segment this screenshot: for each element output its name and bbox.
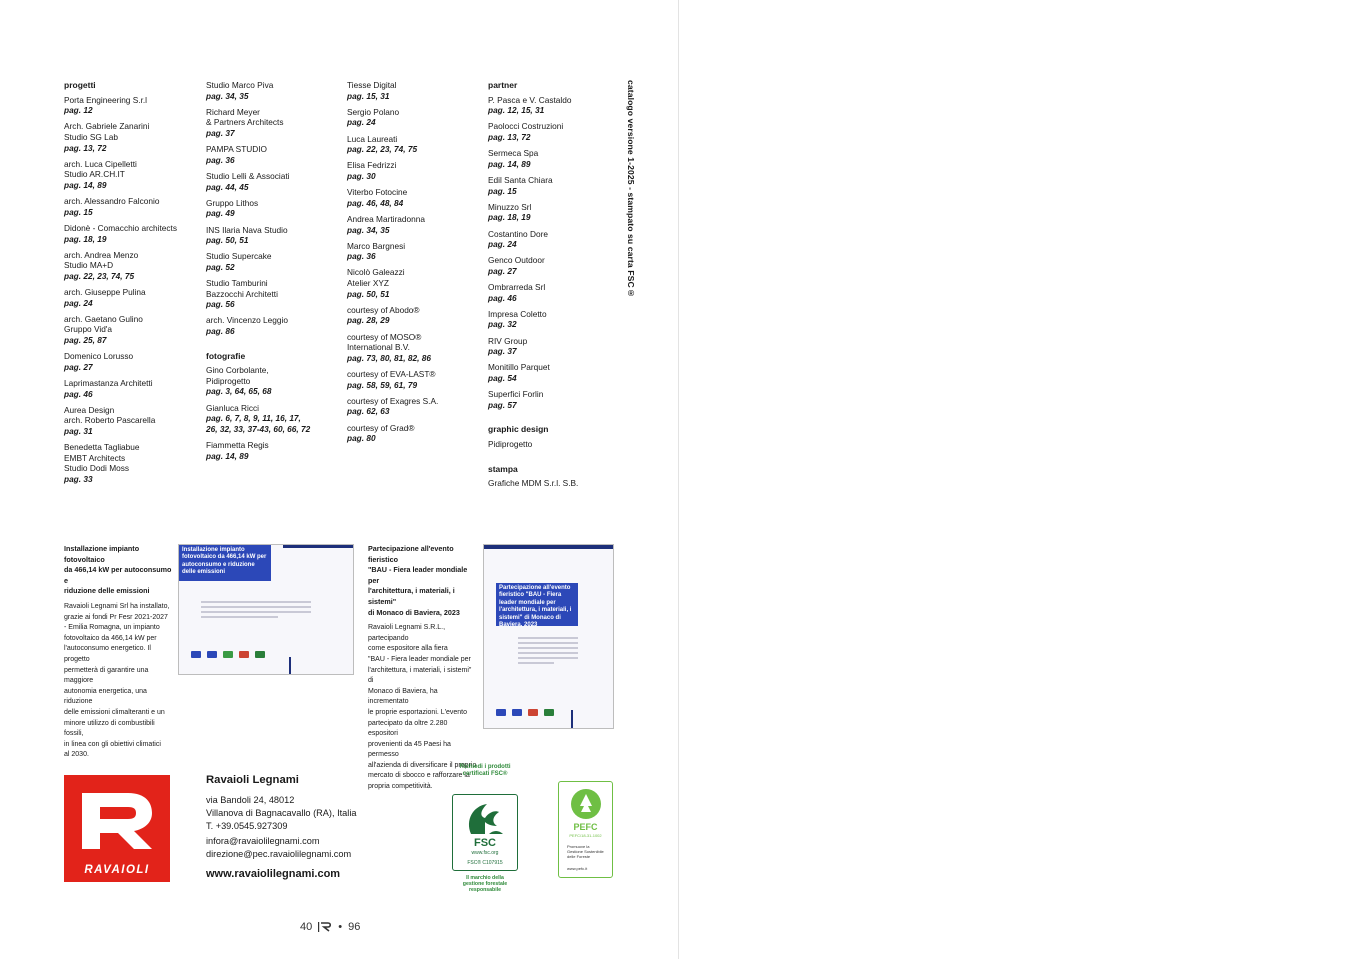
credit-entry [488, 309, 623, 330]
company-pec-email[interactable]: direzione@pec.ravaiolilegnami.com [206, 849, 352, 860]
credit-name: Arch. Gabriele Zanarini Studio SG Lab [64, 121, 150, 142]
credit-name: Gianluca Ricci [206, 402, 260, 413]
print-credit [488, 478, 623, 489]
credit-entry [347, 160, 482, 181]
section-title-partner: partner [488, 80, 518, 90]
credit-name: Paolocci Costruzioni [488, 121, 564, 132]
italy-emblem-icon [223, 651, 233, 658]
thumbnail-text-lines [201, 601, 311, 621]
credit-name: Gino Corbolante, Pidiprogetto [206, 365, 269, 386]
credit-pages: pag. 34, 35 [347, 224, 390, 235]
thumbnail-stripe [571, 710, 573, 728]
credit-pages: pag. 24 [347, 117, 376, 128]
credit-pages: pag. 56 [206, 299, 235, 310]
right-page-blank [679, 0, 1356, 959]
credit-entry [488, 362, 623, 383]
credit-pages: pag. 22, 23, 74, 75 [347, 144, 418, 155]
credit-name: Didonè - Comacchio architects [64, 222, 177, 233]
credit-name: Benedetta Tagliabue EMBT Architects Studio Dodi Moss [64, 442, 140, 474]
credit-pages: pag. 28, 29 [347, 315, 390, 326]
credit-pages: pag. 14, 89 [488, 158, 531, 169]
credit-pages: pag. 50, 51 [347, 288, 390, 299]
thumbnail-stripe [283, 545, 353, 548]
fsc-tagline: Il marchio della gestione forestale responsabile [462, 875, 508, 894]
credit-entry [64, 378, 199, 399]
credit-entry [206, 144, 341, 165]
credit-entry [206, 315, 341, 336]
ravaioli-small-r-icon [318, 922, 332, 932]
news-title: Installazione impianto fotovoltaico da 466,14 kW per autoconsumo e riduzione delle emissioni [64, 544, 172, 596]
credit-entry [347, 134, 482, 155]
credit-name: Ombrarreda Srl [488, 282, 546, 293]
credit-pages: pag. 86 [206, 326, 235, 337]
credit-name: courtesy of MOSO® International B.V. [347, 331, 422, 353]
credit-pages: pag. 33 [64, 473, 93, 484]
thumbnail-stripe [484, 545, 614, 549]
credit-entry [347, 369, 482, 390]
credit-pages: pag. 62, 63 [347, 406, 390, 417]
credit-entry [64, 287, 199, 308]
print-value: Grafiche MDM S.r.l. S.B. [488, 478, 579, 489]
credits-column-partners [488, 80, 623, 494]
credit-name: PAMPA STUDIO [206, 144, 268, 155]
credit-entry [206, 403, 341, 435]
credit-entry [488, 148, 623, 169]
credit-pages: pag. 54 [488, 373, 517, 383]
credit-name: Genco Outdoor [488, 255, 545, 266]
credit-entry [347, 187, 482, 208]
news-bau-fair [368, 544, 478, 793]
credit-entry [206, 225, 341, 246]
graphic-design-value: Pidiprogetto [488, 438, 533, 449]
credit-name: Studio Lelli & Associati [206, 170, 290, 181]
credit-pages: pag. 58, 59, 61, 79 [347, 379, 418, 390]
credit-name: Marco Bargnesi [347, 240, 406, 251]
credit-pages: pag. 46 [64, 388, 93, 399]
section-title-photos: fotografie [206, 350, 246, 361]
company-email[interactable]: infora@ravaiolilegnami.com [206, 836, 320, 847]
credit-entry [347, 241, 482, 262]
fsc-certification-badge [452, 794, 518, 871]
credit-name: arch. Vincenzo Leggio [206, 315, 288, 326]
credit-entry [347, 423, 482, 444]
credit-pages: pag. 32 [488, 319, 517, 330]
region-logo-icon [544, 709, 554, 716]
credit-name: Impresa Coletto [488, 308, 547, 319]
credit-entry [64, 442, 199, 484]
credit-entry [64, 405, 199, 437]
credit-name: Domenico Lorusso [64, 351, 134, 362]
credit-entry [347, 214, 482, 235]
credit-name: INS Ilaria Nava Studio [206, 224, 288, 235]
page-number-left: 40 [300, 921, 313, 933]
credit-name: Superfici Forlin [488, 389, 544, 400]
credit-entry [64, 351, 199, 372]
credit-name: Aurea Design arch. Roberto Pascarella [64, 404, 156, 426]
credit-pages: pag. 57 [488, 399, 517, 410]
credit-pages: pag. 15 [488, 185, 517, 196]
credit-pages: pag. 49 [206, 208, 235, 219]
credit-pages: pag. 36 [347, 251, 376, 262]
credit-name: arch. Alessandro Falconio [64, 196, 160, 207]
credit-name: Sermeca Spa [488, 148, 539, 159]
company-info [206, 774, 406, 880]
thumbnail-logos [191, 651, 265, 658]
news-thumbnail-bau-fair [483, 544, 614, 729]
credit-name: arch. Gaetano Gulino Gruppo Vid'a [64, 313, 143, 335]
credit-pages: pag. 30 [347, 170, 376, 181]
credit-name: Luca Laureati [347, 133, 398, 144]
credit-pages: pag. 44, 45 [206, 181, 249, 192]
region-emblem-icon [528, 709, 538, 716]
credit-name: Elisa Fedrizzi [347, 160, 397, 171]
pefc-code: PEFC/18-31-1002 [569, 833, 602, 838]
credit-name: Fiammetta Regis [206, 439, 269, 450]
region-logo-icon [255, 651, 265, 658]
credit-entry [488, 175, 623, 196]
credit-pages: pag. 36 [206, 154, 235, 165]
credit-pages: pag. 12 [64, 105, 93, 116]
credit-pages: pag. 46 [488, 292, 517, 303]
credit-entry [206, 440, 341, 461]
credit-name: courtesy of Exagres S.A. [347, 395, 439, 406]
credit-entry [347, 80, 482, 101]
thumbnail-logos [496, 709, 554, 716]
credit-pages: pag. 37 [206, 127, 235, 138]
credit-pages: pag. 18, 19 [488, 212, 531, 223]
partners-list [488, 95, 623, 411]
pefc-certification-badge [558, 781, 613, 878]
credit-entry [64, 196, 199, 217]
fsc-tree-icon [463, 800, 507, 838]
credit-pages: pag. 25, 87 [64, 335, 107, 346]
credits-column-projects [64, 80, 199, 490]
credit-pages: pag. 12, 15, 31 [488, 105, 545, 116]
credit-entry [347, 396, 482, 417]
news-title: Partecipazione all'evento fieristico "BAU - Fiera leader mondiale per l'architettura, i materiali, i sistemi" di Monaco di Baviera, 2023 [368, 544, 468, 617]
credit-entry [64, 314, 199, 346]
credit-name: Edil Santa Chiara [488, 174, 553, 185]
credit-pages: pag. 27 [488, 265, 517, 276]
credit-name: courtesy of EVA-LAST® [347, 369, 436, 379]
region-emblem-icon [239, 651, 249, 658]
credit-name: Studio Supercake [206, 251, 272, 262]
credit-entry [64, 121, 199, 153]
credit-pages: pag. 34, 35 [206, 90, 249, 101]
credit-entry [206, 107, 341, 139]
credit-name: courtesy of Abodo® [347, 304, 420, 315]
credit-entry [488, 389, 623, 410]
credit-entry [206, 171, 341, 192]
credit-entry [64, 250, 199, 282]
credit-entry [488, 336, 623, 357]
credit-entry [347, 107, 482, 128]
credit-entry [488, 95, 623, 116]
credit-entry [488, 202, 623, 223]
credit-pages: pag. 27 [64, 361, 93, 372]
credit-pages: pag. 15, 31 [347, 90, 390, 101]
credit-name: Andrea Martiradonna [347, 213, 425, 224]
credit-pages: pag. 80 [347, 433, 376, 444]
credit-name: arch. Andrea Menzo Studio MA+D [64, 249, 139, 271]
credit-name: Nicolò Galeazzi Atelier XYZ [347, 267, 405, 289]
pefc-wordmark: PEFC [573, 822, 598, 832]
credit-entry [206, 198, 341, 219]
credit-entry [206, 278, 341, 310]
credit-pages: pag. 13, 72 [64, 142, 107, 153]
credit-entry [488, 229, 623, 250]
fsc-caption: Richiedi i prodotti certificati FSC® [459, 764, 511, 778]
ravaioli-logo [64, 775, 170, 882]
credit-name: Viterbo Fotocine [347, 187, 408, 198]
credit-name: Sergio Polano [347, 106, 400, 117]
credit-entry [488, 282, 623, 303]
graphic-design-credit [488, 439, 623, 450]
credit-entry [64, 95, 199, 116]
credit-name: Laprimastanza Architetti [64, 378, 153, 388]
company-website-link[interactable]: www.ravaiolilegnami.com [206, 867, 341, 880]
eu-flag-icon [207, 651, 217, 658]
credit-name: Richard Meyer & Partners Architects [206, 106, 284, 128]
credit-pages: pag. 15 [64, 206, 93, 217]
credit-name: Porta Engineering S.r.l [64, 94, 148, 105]
credit-entry [206, 365, 341, 397]
credit-entry [347, 267, 482, 299]
credit-pages: pag. 24 [64, 297, 93, 308]
credit-pages: pag. 14, 89 [64, 179, 107, 190]
page-number-right: 96 [348, 921, 361, 933]
credit-entry [206, 251, 341, 272]
news-photovoltaic [64, 544, 174, 761]
credits-column-photos [347, 80, 482, 449]
fsc-url: www.fsc.org [471, 850, 499, 856]
company-phone: T. +39.0545.927309 [206, 820, 288, 831]
credit-pages: pag. 22, 23, 74, 75 [64, 270, 135, 281]
eu-flag-icon [191, 651, 201, 658]
credit-pages: pag. 73, 80, 81, 82, 86 [347, 352, 431, 363]
eu-flag-icon [496, 709, 506, 716]
credit-pages: pag. 52 [206, 261, 235, 272]
page-footer [300, 921, 360, 933]
credit-entry [64, 159, 199, 191]
page-separator: • [338, 921, 343, 933]
credit-name: Gruppo Lithos [206, 197, 259, 208]
credit-name: Tiesse Digital [347, 80, 397, 90]
credit-entry [347, 305, 482, 326]
company-address-city: Villanova di Bagnacavallo (RA), Italia [206, 807, 357, 818]
pefc-url: www.pefc.it [567, 866, 588, 871]
credit-entry [488, 121, 623, 142]
section-title-graphic-design: graphic design [488, 424, 549, 435]
pefc-description: Promuove la Gestione Sostenibile delle Foreste [567, 844, 604, 859]
credit-pages: pag. 3, 64, 65, 68 [206, 386, 272, 397]
credit-entry [64, 223, 199, 244]
credit-name: arch. Luca Cipelletti Studio AR.CH.IT [64, 158, 137, 180]
news-body: Ravaioli Legnami Srl ha installato, grazie ai fondi Pr Fesr 2021-2027 - Emilia Romagna, un impianto fotovoltaico da 466,14 kW per l'autoconsumo energetico. Il progetto permetterà di garantire una maggiore autonomia energetica, una riduzione delle emissioni climalteranti e un minore utilizzo di combustibili fossili, in linea con gli obiettivi climatici al 2030. [64, 602, 170, 759]
news-thumbnail-photovoltaic [178, 544, 354, 675]
credit-entry [488, 255, 623, 276]
thumbnail-stripe [289, 657, 291, 675]
eu-flag-icon [512, 709, 522, 716]
credit-name: courtesy of Grad® [347, 422, 415, 433]
company-address-street: via Bandoli 24, 48012 [206, 795, 295, 805]
thumbnail-heading: Installazione impianto fotovoltaico da 466,14 kW per autoconsumo e riduzione delle emissioni [179, 545, 271, 581]
credits-column-projects-photos [206, 80, 341, 467]
credit-pages: pag. 14, 89 [206, 450, 249, 461]
credit-pages: pag. 6, 7, 8, 9, 11, 16, 17, 26, 32, 33, 37-43, 60, 66, 72 [206, 413, 311, 434]
fsc-code: FSC® C107915 [467, 860, 503, 866]
pefc-tree-icon [569, 788, 603, 820]
section-title-projects: progetti [64, 80, 96, 90]
logo-wordmark: RAVAIOLI [84, 864, 150, 876]
credit-pages: pag. 31 [64, 425, 93, 436]
credit-name: Costantino Dore [488, 228, 548, 239]
credit-name: arch. Giuseppe Pulina [64, 287, 146, 298]
credit-pages: pag. 46, 48, 84 [347, 197, 404, 208]
credit-entry [347, 332, 482, 364]
catalog-version-note: catalogo versione 1-2025 - stampato su carta FSC® [626, 80, 636, 298]
credit-name: Minuzzo Srl [488, 201, 532, 212]
company-name: Ravaioli Legnami [206, 774, 299, 786]
credit-name: Monitillo Parquet [488, 362, 550, 373]
credit-pages: pag. 50, 51 [206, 235, 249, 246]
credit-pages: pag. 18, 19 [64, 233, 107, 244]
thumbnail-heading: Partecipazione all'evento fieristico "BAU - Fiera leader mondiale per l'architettura, i materiali, i sistemi" di Monaco di Baviera, 2023 [496, 583, 578, 626]
credit-pages: pag. 37 [488, 346, 517, 357]
credit-entry [206, 80, 341, 101]
ravaioli-r-icon [78, 787, 156, 855]
credit-name: Studio Tamburini Bazzocchi Architetti [206, 278, 278, 299]
thumbnail-text-lines [518, 637, 578, 667]
credit-pages: pag. 24 [488, 239, 517, 250]
credit-name: Studio Marco Piva [206, 80, 274, 90]
section-title-print: stampa [488, 463, 518, 474]
credit-name: P. Pasca e V. Castaldo [488, 94, 572, 105]
credit-pages: pag. 13, 72 [488, 131, 531, 142]
credit-name: RIV Group [488, 335, 528, 346]
news-body: Ravaioli Legnami S.R.L., partecipando come espositore alla fiera "BAU - Fiera leader mondiale per l'architettura, i materiali, i sistemi" di Monaco di Baviera, ha incrementato le proprie esportazioni. L'evento partecipato da oltre 2.280 espositori provenienti da 45 Paesi ha permesso all'azienda di diversificare il proprio mercato di sbocco e rafforzare la propria competitività. [368, 624, 477, 791]
fsc-wordmark: FSC [474, 837, 496, 849]
